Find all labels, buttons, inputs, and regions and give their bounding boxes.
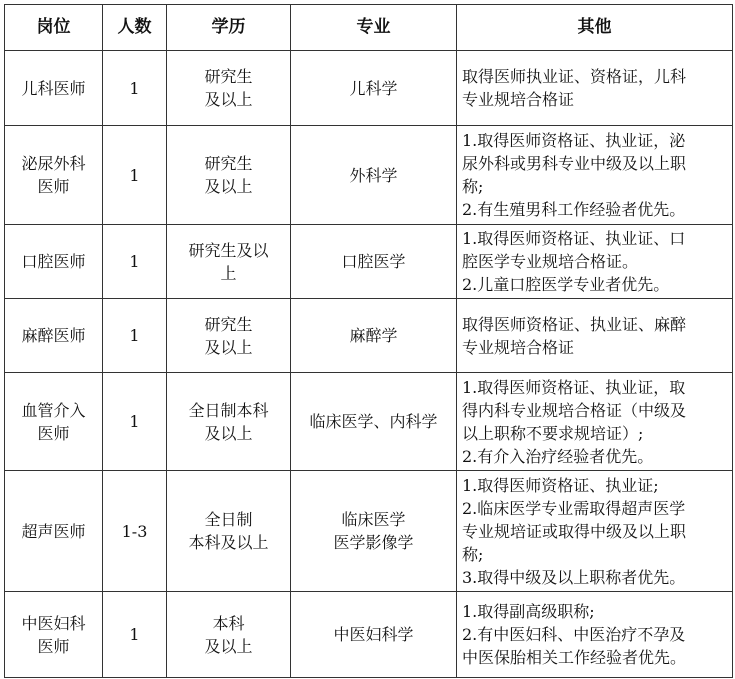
count-cell: 1 — [103, 126, 167, 225]
cell-line: 麻醉学 — [349, 326, 398, 345]
cell-line: 全日制 — [204, 510, 253, 529]
header-education: 学历 — [167, 5, 291, 51]
count-cell: 1 — [103, 373, 167, 471]
major-cell — [291, 299, 457, 373]
cell-line: 称; — [462, 544, 484, 564]
position-cell — [5, 126, 103, 225]
cell-line: 1.取得副高级职称; — [462, 602, 595, 621]
cell-line: 2.有中医妇科、中医治疗不孕及 — [462, 625, 686, 644]
cell-line: 1.取得医师资格证、执业证，泌 — [462, 131, 686, 150]
position-cell — [5, 225, 103, 299]
header-row — [5, 5, 733, 51]
cell-line: 取得医师资格证、执业证、麻醉 — [462, 314, 687, 334]
other-cell — [457, 373, 733, 471]
table-row — [5, 373, 733, 471]
cell-line: 2.有介入治疗经验者优先。 — [462, 446, 654, 466]
table-row — [5, 51, 733, 126]
cell-line: 专业规培合格证 — [462, 90, 575, 109]
cell-line: 称; — [462, 177, 484, 196]
education-cell — [167, 225, 291, 299]
recruitment-table — [4, 4, 733, 678]
table-row — [5, 126, 733, 225]
cell-line: 1.取得医师资格证、执业证，取 — [462, 377, 686, 397]
major-cell — [291, 126, 457, 225]
position-cell — [5, 299, 103, 373]
cell-line: 医学影像学 — [333, 533, 414, 552]
table-row — [5, 299, 733, 373]
cell-line: 1.取得医师资格证、执业证; — [462, 475, 659, 495]
cell-line: 医师 — [37, 177, 70, 196]
cell-line: 医师 — [37, 423, 70, 443]
table-row — [5, 225, 733, 299]
cell-line: 及以上 — [204, 337, 253, 357]
major-cell — [291, 51, 457, 126]
cell-line: 得内科专业规培合格证（中级及 — [462, 400, 687, 420]
count-cell: 1 — [103, 225, 167, 299]
cell-line: 及以上 — [204, 423, 253, 443]
cell-line: 1.取得医师资格证、执业证、口 — [462, 229, 686, 248]
position-cell — [5, 592, 103, 678]
cell-line: 及以上 — [204, 636, 253, 656]
other-cell — [457, 225, 733, 299]
cell-line: 2.儿童口腔医学专业者优先。 — [462, 275, 670, 294]
cell-line: 2.临床医学专业需取得超声医学 — [462, 498, 686, 518]
major-cell — [291, 592, 457, 678]
major-cell — [291, 373, 457, 471]
cell-line: 研究生 — [204, 154, 253, 173]
cell-line: 临床医学、内科学 — [309, 412, 438, 431]
cell-line: 研究生 — [204, 67, 253, 86]
major-cell — [291, 225, 457, 299]
cell-line: 口腔医师 — [21, 252, 86, 271]
position-cell — [5, 471, 103, 592]
cell-line: 尿外科或男科专业中级及以上职 — [462, 154, 687, 173]
education-cell — [167, 126, 291, 225]
header-position: 岗位 — [5, 5, 103, 51]
cell-line: 上 — [220, 263, 237, 283]
other-cell — [457, 471, 733, 592]
count-cell: 1 — [103, 299, 167, 373]
education-cell — [167, 299, 291, 373]
header-count: 人数 — [103, 5, 167, 51]
header-other: 其他 — [457, 5, 733, 51]
cell-line: 全日制本科 — [188, 400, 269, 420]
other-cell — [457, 592, 733, 678]
cell-line: 研究生及以 — [188, 240, 269, 260]
position-cell — [5, 373, 103, 471]
other-cell — [457, 126, 733, 225]
cell-line: 腔医学专业规培合格证。 — [462, 252, 639, 271]
cell-line: 医师 — [37, 636, 70, 656]
cell-line: 临床医学 — [341, 510, 406, 529]
header-major: 专业 — [291, 5, 457, 51]
cell-line: 中医保胎相关工作经验者优先。 — [462, 648, 687, 667]
cell-line: 3.取得中级及以上职称者优先。 — [462, 567, 686, 587]
cell-line: 麻醉医师 — [21, 326, 86, 345]
cell-line: 中医妇科 — [21, 613, 86, 633]
major-cell — [291, 471, 457, 592]
table-row — [5, 592, 733, 678]
table-row — [5, 471, 733, 592]
cell-line: 及以上 — [204, 177, 253, 196]
education-cell — [167, 471, 291, 592]
cell-line: 本科 — [212, 613, 245, 633]
education-cell — [167, 51, 291, 126]
cell-line: 以上职称不要求规培证）; — [462, 423, 644, 443]
cell-line: 专业规培证或取得中级及以上职 — [462, 521, 687, 541]
count-cell: 1 — [103, 51, 167, 126]
cell-line: 血管介入 — [21, 400, 86, 420]
cell-line: 取得医师执业证、资格证，儿科 — [462, 67, 687, 86]
education-cell — [167, 592, 291, 678]
cell-line: 中医妇科学 — [333, 625, 414, 644]
cell-line: 2.有生殖男科工作经验者优先。 — [462, 200, 686, 219]
position-cell — [5, 51, 103, 126]
education-cell — [167, 373, 291, 471]
cell-line: 儿科医师 — [21, 78, 86, 98]
cell-line: 及以上 — [204, 90, 253, 109]
count-cell: 1 — [103, 592, 167, 678]
other-cell — [457, 51, 733, 126]
cell-line: 儿科学 — [349, 78, 398, 98]
cell-line: 专业规培合格证 — [462, 337, 575, 357]
count-cell: 1-3 — [103, 471, 167, 592]
cell-line: 口腔医学 — [341, 252, 406, 271]
cell-line: 研究生 — [204, 314, 253, 334]
cell-line: 本科及以上 — [188, 533, 269, 552]
cell-line: 外科学 — [349, 165, 398, 185]
cell-line: 泌尿外科 — [21, 154, 86, 173]
cell-line: 超声医师 — [21, 521, 86, 541]
other-cell — [457, 299, 733, 373]
